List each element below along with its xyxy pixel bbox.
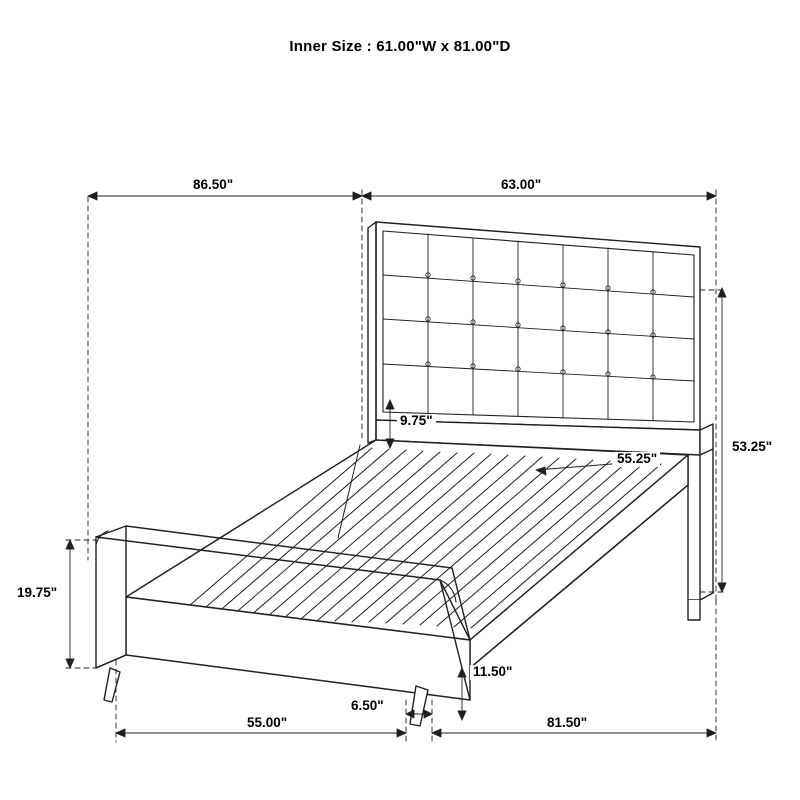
dim-label-footboard-height: 19.75"	[14, 586, 60, 601]
dim-label-headboard-width: 63.00"	[498, 178, 544, 193]
dim-label-overall-length-left: 86.50"	[190, 178, 236, 193]
dim-label-deck-length: 55.25"	[614, 452, 660, 467]
dim-label-slat-to-headboard-pad: 9.75"	[397, 414, 436, 429]
dim-label-frame-depth: 81.50"	[544, 716, 590, 731]
dim-label-footboard-span: 55.00"	[244, 716, 290, 731]
dim-label-leg-offset: 6.50"	[348, 699, 387, 714]
dim-label-clearance-height: 11.50"	[470, 665, 515, 680]
dim-label-headboard-height-total: 53.25"	[729, 440, 775, 455]
page-title: Inner Size : 61.00"W x 81.00"D	[289, 38, 511, 55]
